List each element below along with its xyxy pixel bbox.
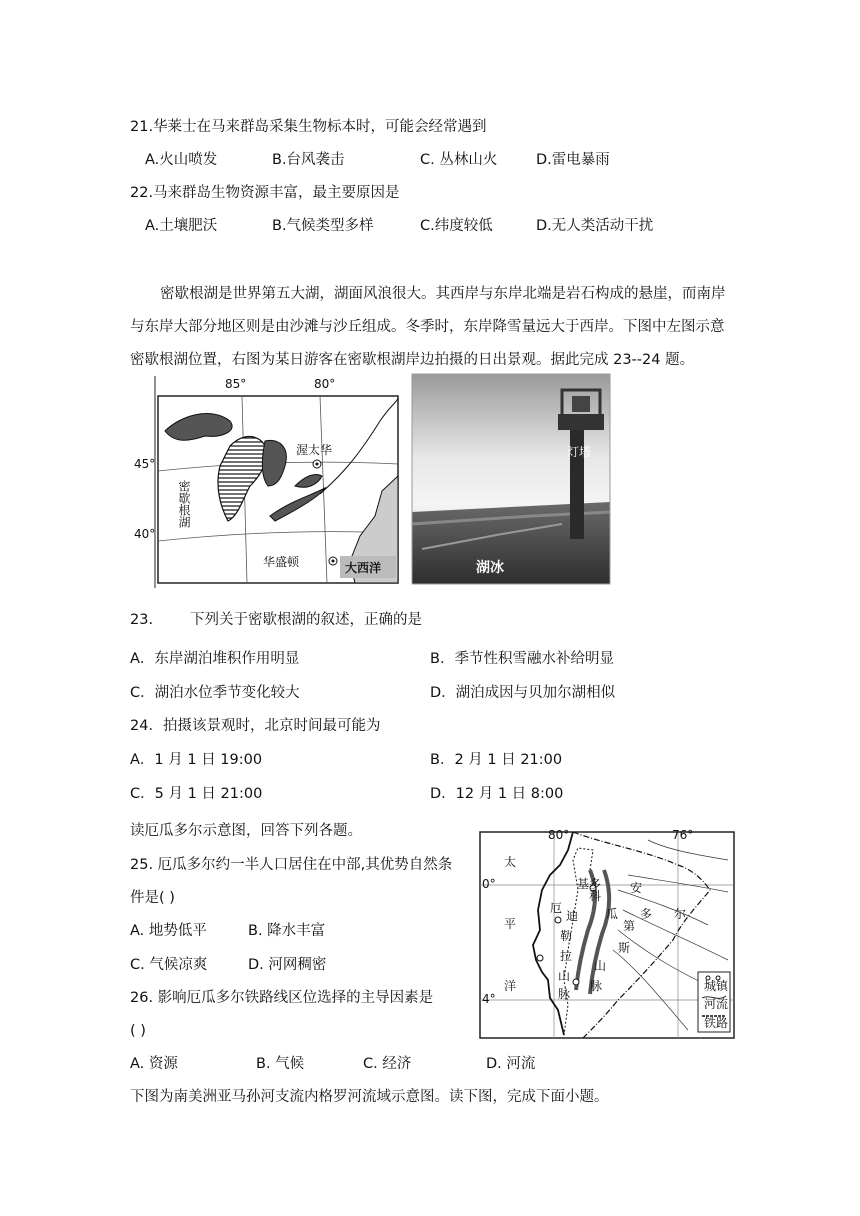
eq-lat-4-label: 4° — [482, 992, 496, 1006]
lon-85-label: 85° — [225, 377, 247, 391]
andes-char-5: 脉 — [590, 979, 603, 993]
cordillera-char-1: 科 — [589, 889, 602, 903]
q21-option-b: B.台风袭击 — [272, 152, 345, 168]
ocean-char-1: 太 — [504, 855, 517, 869]
washington-label: 华盛顿 — [263, 555, 300, 569]
q22-option-c: C.纬度较低 — [420, 218, 493, 234]
q23-stem: 下列关于密歇根湖的叙述，正确的是 — [190, 612, 422, 628]
michigan-location-map — [134, 376, 405, 588]
cordillera-char-6: 脉 — [558, 987, 571, 1001]
q23-option-a: A．东岸湖泊堆积作用明显 — [130, 651, 300, 667]
q21-option-c: C. 丛林山火 — [420, 152, 498, 168]
legend-railway: 铁路 — [704, 1016, 729, 1030]
ecuador-intro: 读厄瓜多尔示意图，回答下列各题。 — [130, 823, 362, 839]
q26-option-a: A. 资源 — [130, 1056, 178, 1072]
legend-town: 城镇 — [704, 979, 729, 993]
ecuador-map — [478, 830, 736, 1040]
q24-option-b: B．2 月 1 日 21:00 — [430, 752, 563, 768]
q25-stem-line2: 件是( ) — [130, 890, 175, 906]
andes-char-2: 第 — [623, 919, 636, 933]
q26-stem-line1: 26. 影响厄瓜多尔铁路线区位选择的主导因素是 — [130, 990, 434, 1006]
q23-option-b: B．季节性积雪融水补给明显 — [430, 651, 614, 667]
q22-option-b: B.气候类型多样 — [272, 218, 374, 234]
q21-option-d: D.雷电暴雨 — [536, 152, 610, 168]
sunrise-photo — [412, 374, 610, 584]
lake-ice-label: 湖冰 — [476, 560, 504, 576]
ocean-char-3: 洋 — [504, 979, 517, 993]
q21-stem: 21.华莱士在马来群岛采集生物标本时，可能会经常遇到 — [130, 119, 487, 135]
country-char-4: 尔 — [674, 907, 687, 921]
lighthouse-label: 灯塔 — [567, 445, 592, 459]
eq-lon-80-label: 80° — [548, 828, 570, 842]
q22-option-a: A.土壤肥沃 — [145, 218, 218, 234]
q26-option-d: D. 河流 — [486, 1056, 536, 1072]
q23-option-d: D．湖泊成因与贝加尔湖相似 — [430, 685, 616, 701]
q26-option-c: C. 经济 — [363, 1056, 412, 1072]
ocean-char-2: 平 — [504, 917, 517, 931]
q25-option-d: D. 河网稠密 — [248, 957, 327, 973]
lat-45-label: 45° — [134, 457, 156, 471]
q24-stem: 24．拍摄该景观时，北京时间最可能为 — [130, 718, 381, 734]
lat-40-label: 40° — [134, 527, 156, 541]
q25-option-a: A. 地势低平 — [130, 923, 207, 939]
cordillera-char-5: 山 — [558, 969, 571, 983]
cordillera-char-4: 拉 — [560, 949, 573, 963]
q23-option-c: C．湖泊水位季节变化较大 — [130, 685, 300, 701]
q23-number: 23. — [130, 612, 154, 628]
q22-stem: 22.马来群岛生物资源丰富，最主要原因是 — [130, 185, 400, 201]
eq-lat-0-label: 0° — [482, 877, 496, 891]
q25-stem-line1: 25. 厄瓜多尔约一半人口居住在中部,其优势自然条 — [130, 857, 453, 873]
q25-option-c: C. 气候凉爽 — [130, 957, 208, 973]
q26-option-b: B. 气候 — [256, 1056, 305, 1072]
country-char-2: 瓜 — [606, 907, 619, 921]
michigan-passage: 密歇根湖是世界第五大湖，湖面风浪很大。其西岸与东岸北端是岩石构成的悬崖，而南岸与东岸大部分地区则是由沙滩与沙丘组成。冬季时，东岸降雪量远大于西岸。下图中左图示意密歇根湖位置，右图为某日游客在密歇根湖岸边拍摄的日出景观。据此完成 23--24 题。 — [130, 286, 726, 368]
lake-michigan-label: 密歇根湖 — [177, 480, 191, 528]
q24-option-a: A．1 月 1 日 19:00 — [130, 752, 263, 768]
country-char-1: 厄 — [550, 901, 563, 915]
cordillera-char-2: 迪 — [566, 909, 579, 923]
q22-option-d: D.无人类活动干扰 — [536, 218, 654, 234]
country-char-3: 多 — [640, 907, 653, 921]
eq-lon-76-label: 76° — [672, 828, 694, 842]
atlantic-label: 大西洋 — [345, 561, 382, 575]
andes-char-1: 安 — [630, 881, 643, 895]
q24-option-d: D．12 月 1 日 8:00 — [430, 786, 564, 802]
andes-char-4: 山 — [594, 959, 607, 973]
q21-option-a: A.火山喷发 — [145, 152, 218, 168]
q24-option-c: C．5 月 1 日 21:00 — [130, 786, 263, 802]
q25-option-b: B. 降水丰富 — [248, 923, 326, 939]
q26-stem-line2: ( ) — [130, 1023, 146, 1039]
ottawa-label: 渥太华 — [296, 443, 333, 457]
cordillera-char-3: 勒 — [560, 929, 573, 943]
legend-river: 河流 — [704, 997, 729, 1011]
lon-80-label: 80° — [314, 377, 336, 391]
amazon-intro: 下图为南美洲亚马孙河支流内格罗河流域示意图。读下图，完成下面小题。 — [130, 1089, 609, 1105]
quito-label: 基多 — [577, 877, 602, 891]
andes-char-3: 斯 — [618, 941, 631, 955]
